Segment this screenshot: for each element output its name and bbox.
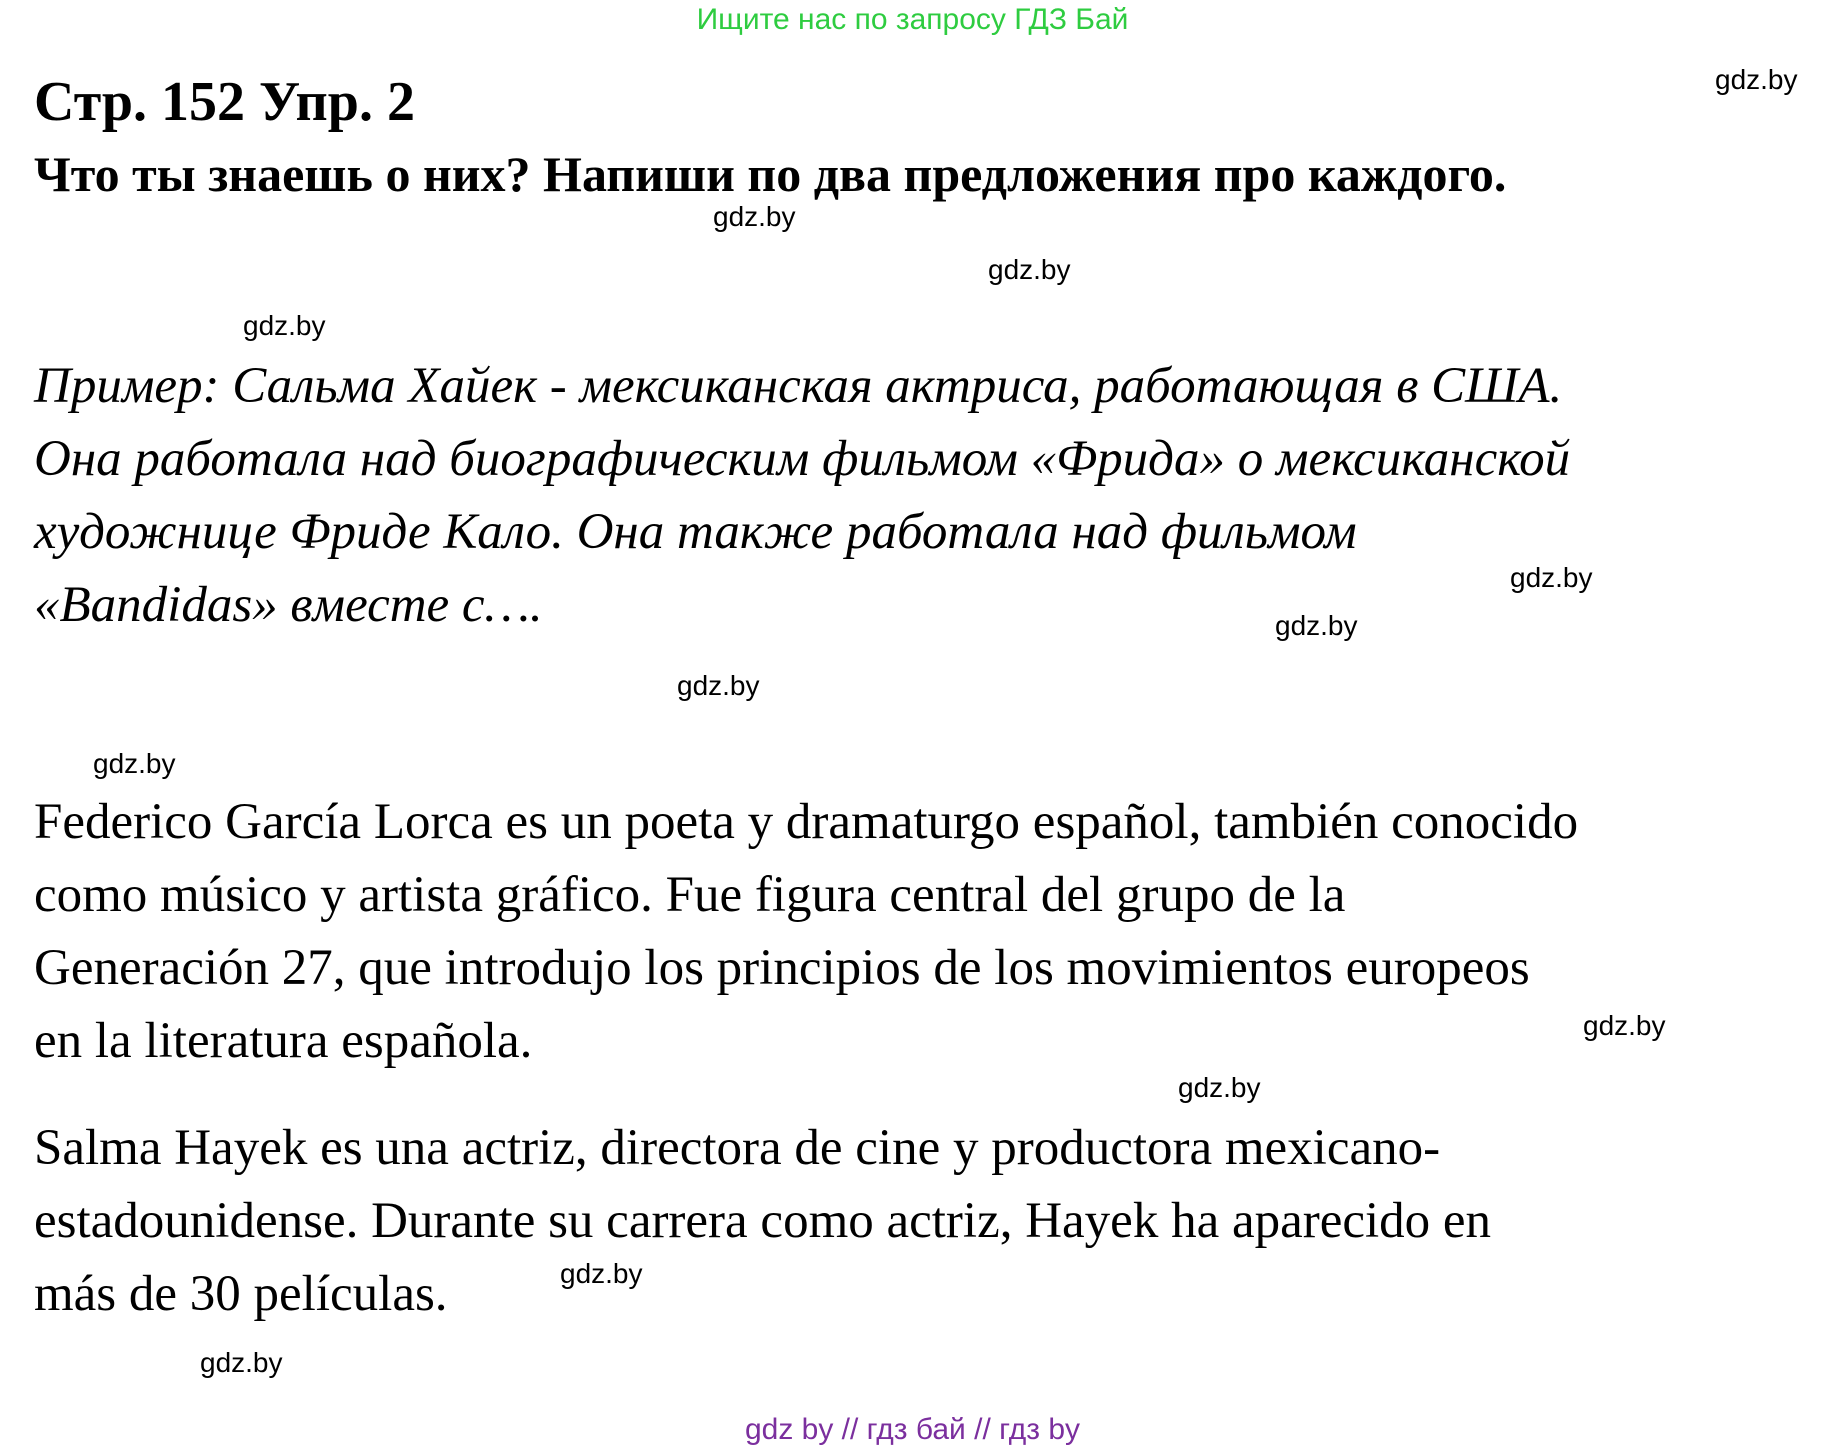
answer-line: estadounidense. Durante su carrera como actriz, Hayek ha aparecido en: [34, 1193, 1492, 1249]
watermark: gdz.by: [677, 670, 760, 701]
watermark: gdz.by: [93, 748, 176, 779]
answer-line: en la literatura española.: [34, 1013, 533, 1069]
watermark: gdz.by: [1178, 1072, 1261, 1103]
watermark: gdz.by: [1510, 562, 1593, 593]
example-paragraph: [34, 350, 1824, 642]
example-line: художнице Фриде Кало. Она также работала над фильмом: [34, 504, 1357, 560]
watermark: gdz.by: [200, 1347, 283, 1378]
watermark: gdz.by: [560, 1258, 643, 1289]
watermark: gdz.by: [988, 254, 1071, 285]
page-title: Стр. 152 Упр. 2: [34, 71, 415, 133]
example-line: Она работала над биографическим фильмом «Фрида» о мексиканской: [34, 431, 1571, 487]
answer-line: como músico y artista gráfico. Fue figura central del grupo de la: [34, 867, 1346, 923]
footer-links: gdz by // гдз бай // гдз by: [744, 1413, 1081, 1446]
example-line: «Bandidas» вместе с….: [34, 577, 543, 633]
task-instruction: Что ты знаешь о них? Напиши по два предложения про каждого.: [34, 146, 1507, 202]
watermark: gdz.by: [243, 310, 326, 341]
search-banner: Ищите нас по запросу ГДЗ Бай: [696, 3, 1129, 36]
example-line: Пример: Сальма Хайек - мексиканская актриса, работающая в США.: [34, 358, 1563, 414]
watermark: gdz.by: [713, 201, 796, 232]
answer-line: Salma Hayek es una actriz, directora de cine y productora mexicano-: [34, 1120, 1441, 1176]
answer-line: Federico García Lorca es un poeta y dramaturgo español, también conocido: [34, 794, 1579, 850]
watermark: gdz.by: [1275, 610, 1358, 641]
watermark: gdz.by: [1715, 64, 1798, 95]
answer-paragraph-hayek: [34, 1112, 1491, 1331]
watermark: gdz.by: [1583, 1010, 1666, 1041]
answer-line: más de 30 películas.: [34, 1266, 448, 1322]
answer-paragraph-lorca: [34, 786, 1578, 1078]
answer-line: Generación 27, que introdujo los principios de los movimientos europeos: [34, 940, 1530, 996]
